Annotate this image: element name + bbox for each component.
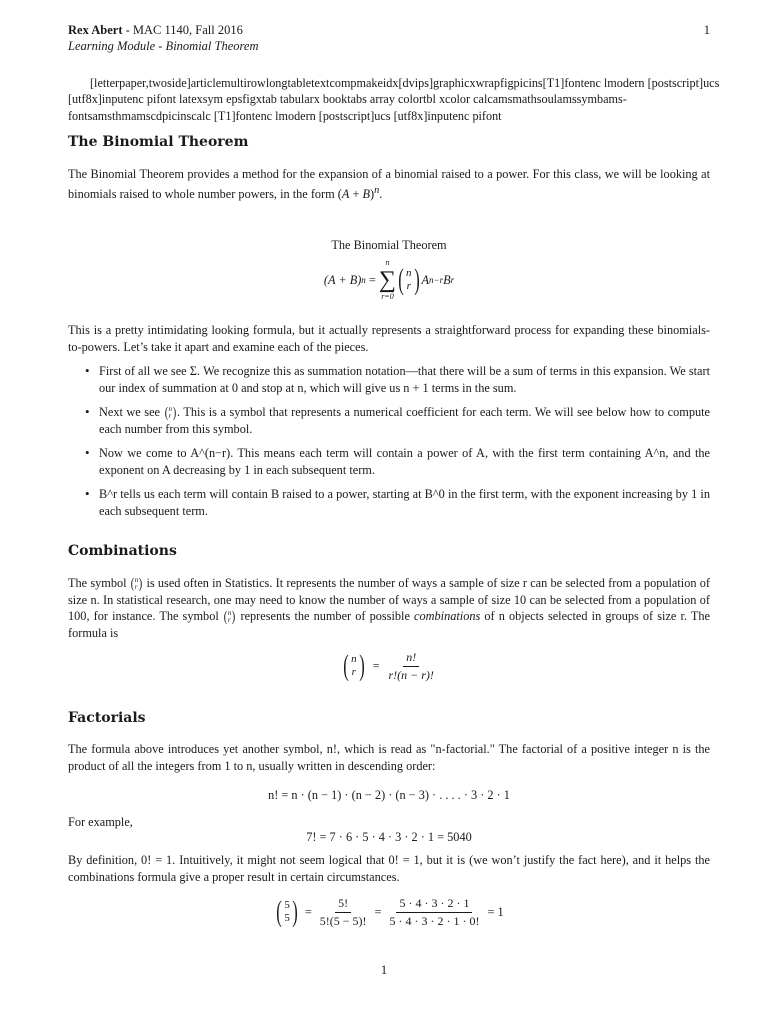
ex-frac1-denominator: 5!(5 − 5)! [319,913,367,928]
combination-formula: ( n r ) = $\frac{n!}{r!(n - r)!}$ [68,646,710,686]
comb-text-e: of n objects selected in groups of size r. The formula is [68,609,710,640]
header-author: Rex Abert [68,23,123,37]
ex-eq-2: = [374,904,382,919]
intro-exp: n [374,184,380,196]
sum-upper-limit: n [385,258,390,267]
comb-frac-denominator: r!(n − r)! [388,667,434,682]
comb-frac-numerator: n! [403,650,419,667]
sum-lower-limit: r=0 [381,292,394,301]
for-example-text: For example, [68,815,133,829]
header-course: - MAC 1140, Fall 2016 [122,23,243,37]
preamble-line-2: [utf8x]inputenc pifont latexsym epsfigxtab tabularx booktabs array colortbl xcolor calcamsmathsoulamssymbams- [68,92,627,107]
formula-b: B [443,272,451,287]
five-choose-five-example: ( 5 5 ) = $\frac{5!}{5!(5 - 5)!}$ = $\frac{5 \cdot 4 \cdot 3 \cdot 2 \cdot 1}{5 \cdot 4 \cdot 3 \cdot 2 \cdot 1 \cdot 0!}$ = 1 [276,895,504,928]
bullet-item-binom [68,404,710,437]
header-author-line [68,22,710,38]
comb-text-a: The symbol [68,576,130,590]
intro-var-a: A [341,186,350,201]
comb-text-c: represents the number of possible [236,609,415,624]
intro-period: . [379,186,383,201]
bullet-item-sigma: • First of all we see Σ. We recognize this as summation notation—that there will be a sum of terms in this expansion. We start our index of summation at 0 and stop at n, which will give us n + 1 terms in the sum. [68,363,710,396]
comb-text-d: combinations [414,609,481,624]
section-title-combinations: Combinations [68,543,177,559]
section-title-factorials: Factorials [68,710,146,726]
bullet-item-a-power: • Now we come to A^(n−r). This means each term will contain a power of A, with the first term containing A^n, and the exponent on A decreasing by 1 in each subsequent term. [68,445,710,478]
formula-equals: = [365,272,379,287]
combinations-paragraph [68,575,710,641]
formula-lhs: (A + B) [323,272,362,287]
inline-binom-symbol-2: ( n r ) [223,608,236,625]
ex-binom-bottom: 5 [284,912,290,924]
intro-var-b: B [362,186,371,201]
ex-frac2-denominator: 5 · 4 · 3 · 2 · 1 · 0! [389,913,480,928]
header-page-number: 1 [703,23,710,37]
ex-result: = 1 [487,904,504,919]
intro-paren: ) [370,186,375,201]
intro-plus: + [349,186,363,201]
factorial-definition-equation: n! = n · (n − 1) · (n − 2) · (n − 3) · . . . . · 3 · 2 · 1 [268,788,510,802]
explanation-paragraph: This is a pretty intimidating looking formula, but it actually represents a straightforward process for expanding these binomials-to-powers. Let’s take it apart and examine each of the pieces. [68,323,710,354]
ex-frac2-numerator: 5 · 4 · 3 · 2 · 1 [396,896,472,913]
bullet-binom-pre: Next we see [99,405,164,419]
formula-a-exp: n−r [429,274,444,285]
binom-top: n [406,267,412,279]
inline-binom-symbol: ( n r ) [164,404,177,421]
latex-preamble-text [68,75,768,124]
comb-text-b: is used often in Statistics. It represents the number of ways a sample of size r can be selected from a population of size n. In statistical research, one may need to know the number of ways a sample of size 10 can be selected from a population of 100, for instance. The symbol [68,576,710,624]
intro-text-a: The Binomial Theorem provides a method for the expansion of a binomial raised to a power. For this class, we will be looking at binomials raised to whole number powers, in the form ( [68,167,710,201]
bullet-item-b-power: • B^r tells us each term will contain B raised to a power, starting at B^0 in the first term, with the exponent increasing by 1 in each subsequent term. [68,486,710,519]
sigma-glyph: ∑ [378,267,396,293]
bullet-binom-post: . This is a symbol that represents a numerical coefficient for each term. We will see below how to compute each number from this symbol. [99,405,710,436]
ex-binom-top: 5 [284,899,290,911]
preamble-line-1: [letterpaper,twoside]articlemultirowlongtabletextcompmakeidx[dvips]graphicxwrapfigpicins[T1]fontenc lmodern [postscript]ucs [90,76,720,90]
theorem-caption: The Binomial Theorem [331,238,447,252]
formula-b-exp: r [450,274,455,285]
inline-binom-symbol-1: ( n r ) [130,575,143,592]
binom-bottom: r [406,280,411,292]
bullet-list [68,363,710,527]
ex-eq-1: = [304,904,312,919]
binomial-coefficient: ( n r ) [398,263,420,296]
intro-paragraph [68,166,710,202]
header-module: Learning Module - Binomial Theorem [68,39,259,53]
section-title-binomial-theorem: The Binomial Theorem [68,134,249,150]
preamble-line-3: fontsamsthmamscdpicinscalc [T1]fontenc lmodern [postscript]ucs [utf8x]inputenc pifont [68,108,502,123]
zero-factorial-paragraph: By definition, 0! = 1. Intuitively, it might not seem logical that 0! = 1, but it is (we won’t justify the fact here), and it helps the combinations formula give a proper result in certain circumstances. [68,853,710,884]
footer-page-number: 1 [380,963,388,977]
seven-factorial-equation: 7! = 7 · 6 · 5 · 4 · 3 · 2 · 1 = 5040 [306,830,472,844]
summation-symbol [379,258,396,302]
factorials-paragraph: The formula above introduces yet another symbol, n!, which is read as "n-factorial." The factorial of a positive integer n is the product of all the integers from 1 to n, usually written in descending order: [68,742,710,773]
formula-a: A [421,272,430,287]
running-header [68,22,710,54]
binomial-theorem-formula [68,258,710,302]
formula-lhs-exp: n [361,274,366,285]
ex-frac1-numerator: 5! [335,896,351,913]
